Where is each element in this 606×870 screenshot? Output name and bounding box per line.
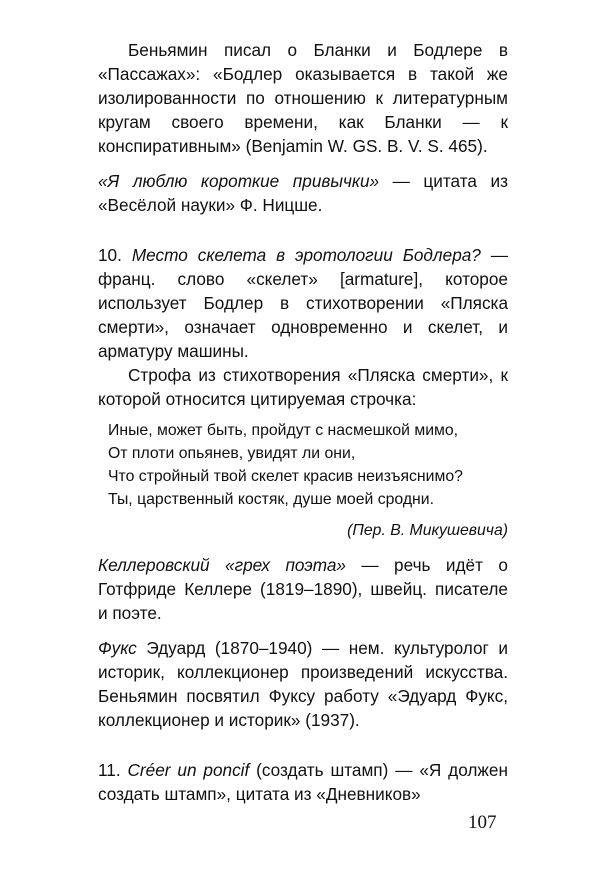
- note-11: [98, 758, 508, 806]
- note-text: — цитата из «Весёлой науки» Ф. Ницше.: [98, 171, 508, 215]
- note-text: — франц. слово «скелет» [armature], которое использует Бодлер в стихотворении «Пляска смерти», означает одновременно и скелет, и арматуру машины.: [98, 245, 509, 361]
- paragraph-benjamin-blanqui: Беньямин писал о Бланки и Бодлере в «Пассажах»: «Бодлер оказывается в такой же изолированности по отношению к литературным кругам своего времени, как Бланки — к конспиративным» (Benjamin W. GS. B. V. S. 465).: [98, 40, 508, 156]
- poem-line: От плоти опьянев, увидят ли они,: [108, 445, 356, 462]
- poem-line: Ты, царственный костяк, душе моей сродни.: [108, 491, 434, 508]
- note-term: Место скелета в эротологии Бодлера?: [131, 245, 481, 265]
- translation-attribution: (Пер. В. Микушевича): [347, 522, 508, 539]
- page-number: 107: [468, 812, 497, 833]
- note-text: — речь идёт о Готфриде Келлере (1819–1890), швейц. писателе и поэте.: [98, 555, 508, 623]
- poem-line: Иные, может быть, пройдут с насмешкой мимо,: [108, 422, 459, 439]
- note-text: Эдуард (1870–1940) — нем. культуролог и историк, коллекционер произведений искусства. Беньямин посвятил Фуксу работу «Эдуард Фукс, коллекционер и историк» (1937).: [98, 638, 508, 730]
- note-10: [98, 243, 508, 363]
- note-term: Келлеровский «грех поэта»: [98, 555, 346, 575]
- poem-quote: [108, 419, 508, 511]
- note-term: Créer un poncif: [127, 760, 250, 780]
- note-fuchs: [98, 636, 508, 732]
- note-nietzsche: [98, 169, 508, 217]
- note-number: 10.: [98, 245, 132, 265]
- paragraph-strophe-intro: Строфа из стихотворения «Пляска смерти», к которой относится цитируемая строчка:: [98, 365, 508, 409]
- page-body: [98, 38, 508, 806]
- note-text: (создать штамп) — «Я должен создать штамп», цитата из «Дневников»: [98, 760, 508, 804]
- poem-line: Что стройный твой скелет красив неизъяснимо?: [108, 468, 463, 485]
- note-number: 11.: [98, 760, 128, 780]
- note-keller: [98, 553, 508, 625]
- note-term: «Я люблю короткие привычки»: [98, 171, 380, 191]
- note-term: Фукс: [98, 638, 137, 658]
